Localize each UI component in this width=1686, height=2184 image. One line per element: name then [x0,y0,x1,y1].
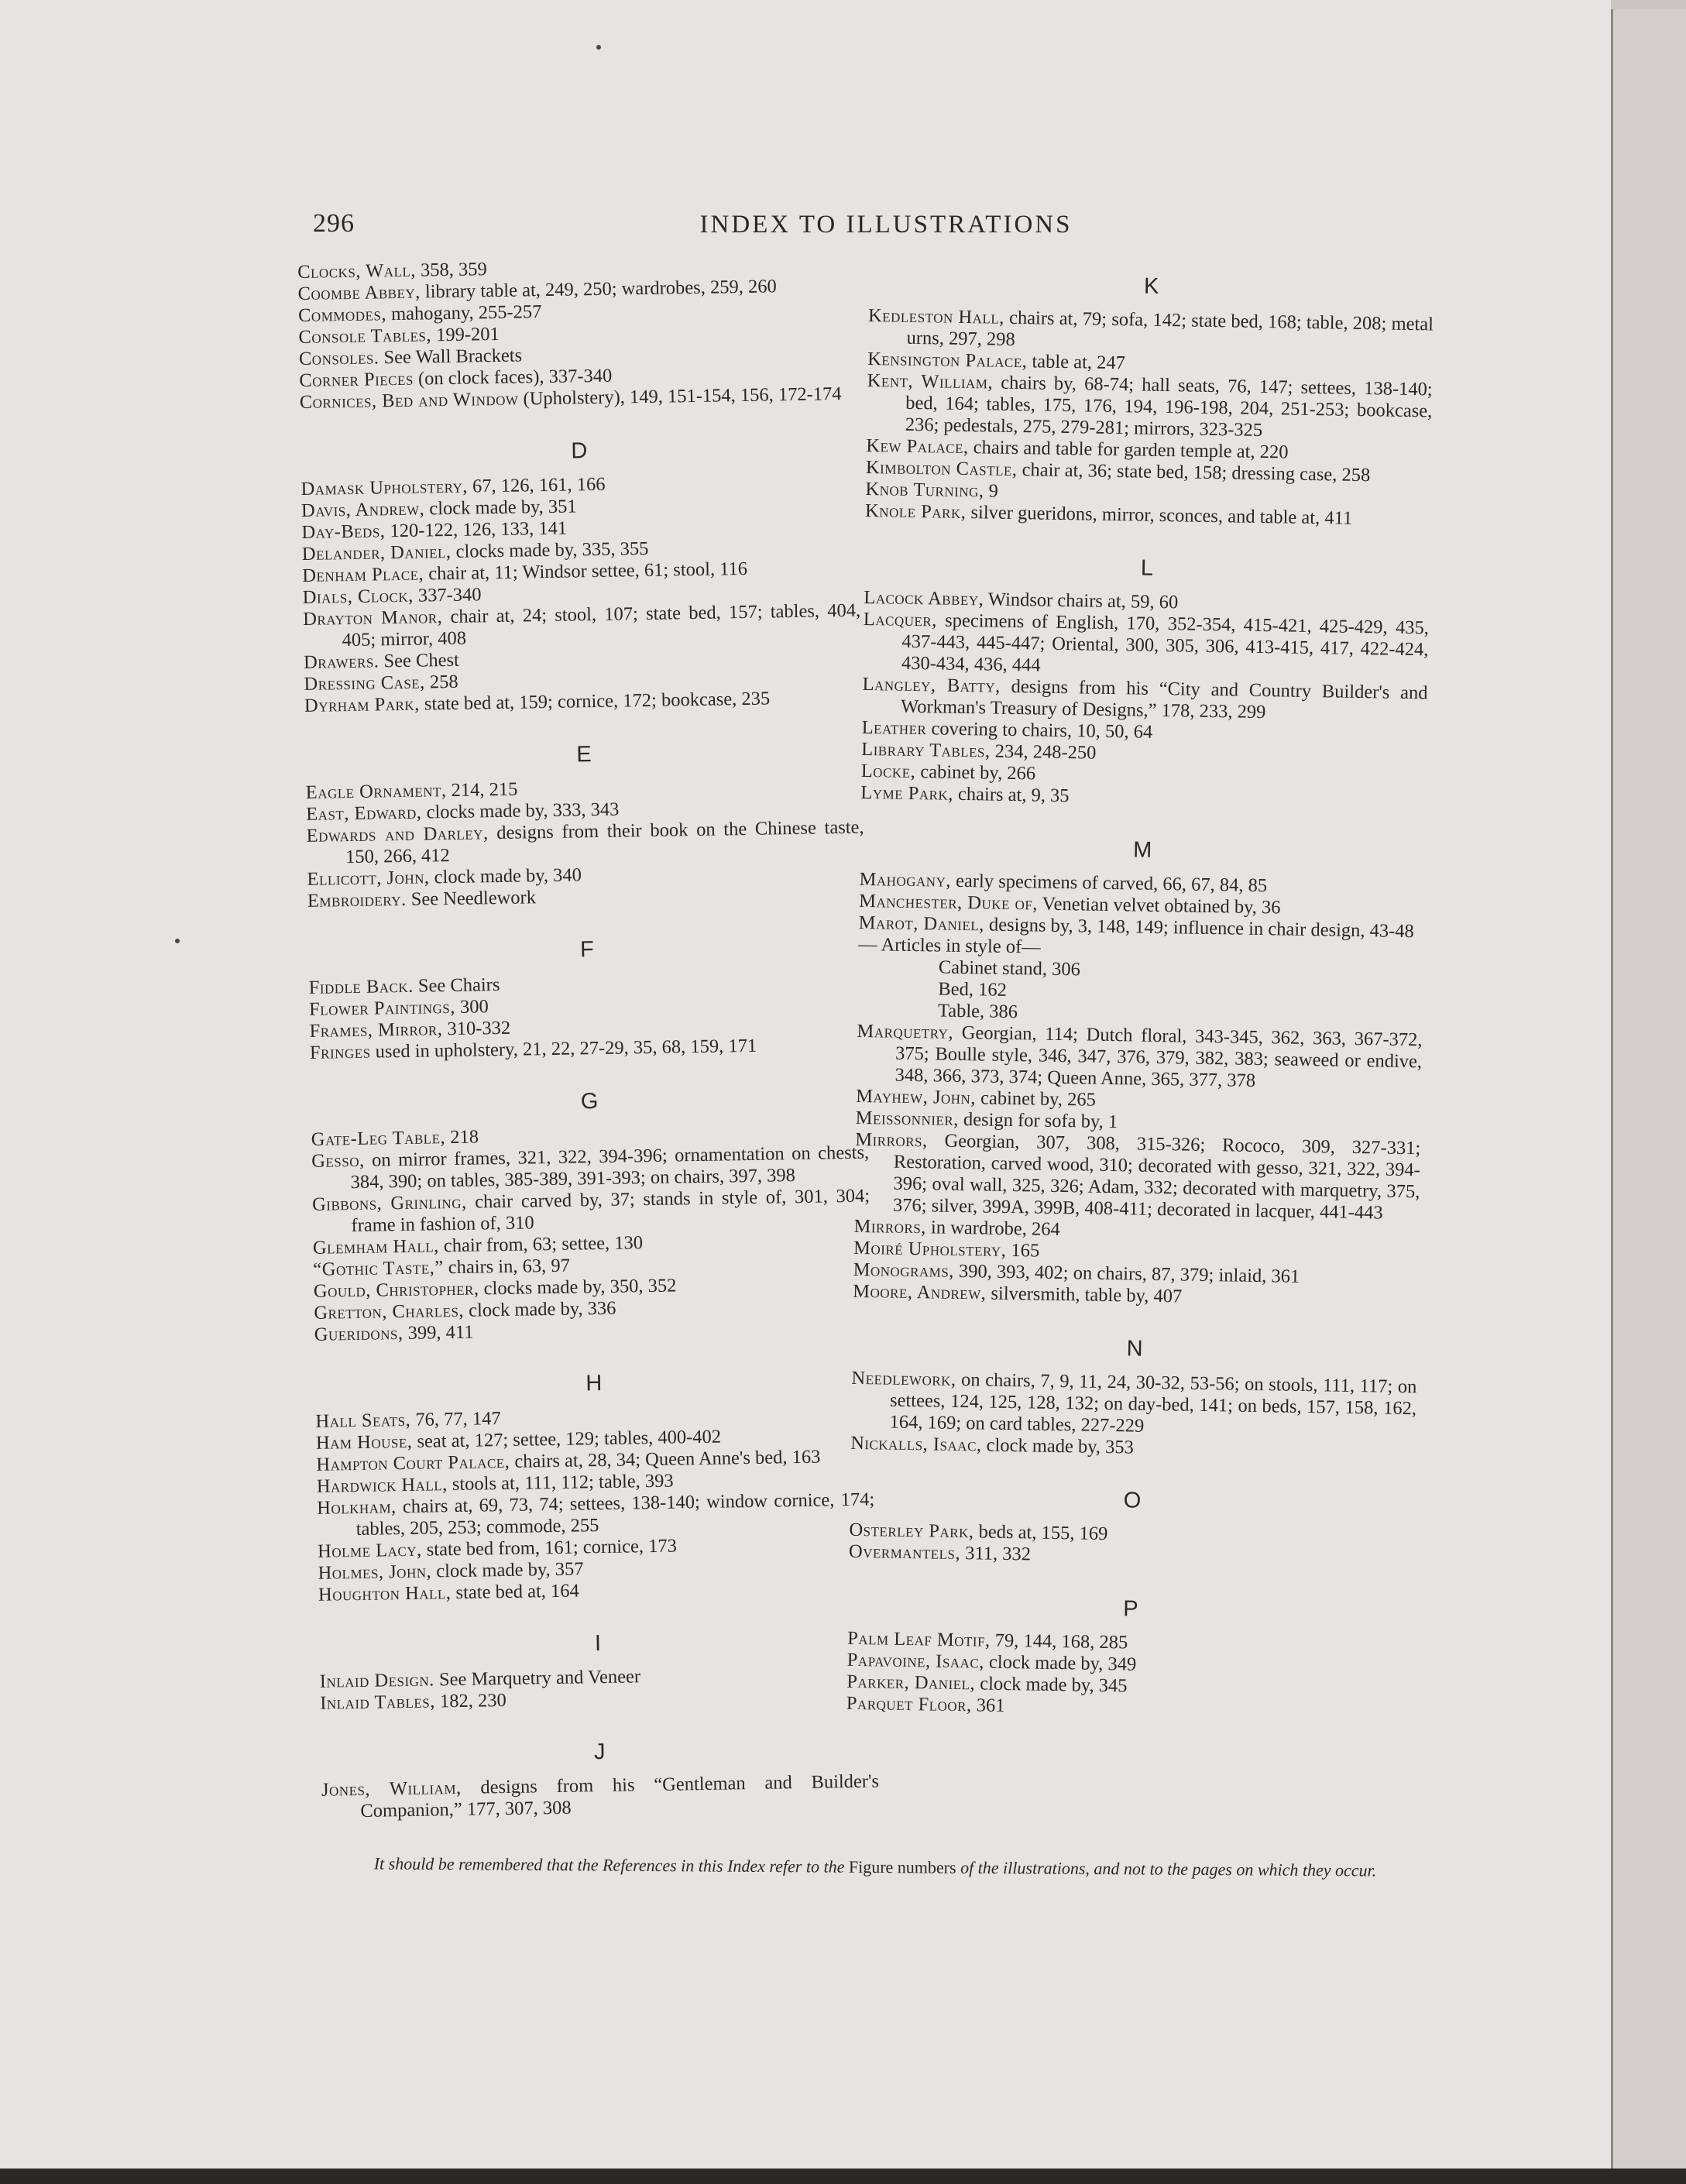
entry-heading: Ellicott, John, [307,867,430,890]
entry-references: 361 [971,1695,1005,1716]
entry-references: 399, 411 [403,1321,474,1344]
entry-heading: Gate-Leg Table, [311,1127,446,1150]
footnote-text: of the illustrations, and not to the pages on which they occur. [960,1857,1377,1880]
entry-heading: Lacock Abbey, [864,586,984,610]
entry-references: state bed at, 159; cornice, 172; bookcase, 235 [419,688,771,715]
page-header [313,209,1459,248]
entry-references: clock made by, 349 [984,1651,1137,1675]
entry-references: (on clock faces), 337-340 [413,365,613,390]
entry-heading: Flower Paintings, [308,996,456,1020]
entry-heading: Knob Turning, [865,478,984,502]
entry-references: Georgian, 114; Dutch floral, 343-345, 362, 363, 367-372, 375; Boulle style, 346, 347, 376, 379, 382, 383; seaweed or endive, 348, 366, 373, 374; Queen Anne, 365, 377, 378 [895,1022,1423,1091]
entry-references: 337-340 [413,584,482,606]
entry-heading: Corner Pieces [299,368,414,391]
entry-heading: “Gothic Taste,” [313,1257,444,1280]
entry-references: table at, 247 [1027,351,1126,374]
index-column-right [846,270,1434,1723]
entry-references: chairs in, 63, 97 [443,1255,571,1279]
entry-references: used in upholstery, 21, 22, 27-29, 35, 68, 159, 171 [370,1035,757,1063]
entry-references: See Chest [379,649,460,672]
entry-heading: Clocks, Wall, [297,259,417,283]
entry-heading: Edwards and Darley, [306,822,489,846]
entry-references: clock made by, 353 [981,1434,1135,1458]
section-letter-h: H [585,1371,603,1396]
entry-references: 9 [984,480,999,502]
section-letter-k: K [1143,273,1159,299]
entry-heading: Drayton Manor, [303,606,443,630]
entry-references: chair carved by, 37; stands in style of, 301, 304; frame in fashion of, 310 [351,1185,870,1237]
entry-heading: Hardwick Hall, [316,1474,448,1497]
ink-speck [596,45,601,50]
entry-heading: Papavoine, Isaac, [846,1649,985,1673]
entry-references: seat at, 127; settee, 129; tables, 400-402 [412,1426,722,1452]
entry-references: clocks made by, 335, 355 [451,537,649,562]
entry-heading: Manchester, Duke of, [858,890,1039,915]
entry-heading: Ham House, [315,1430,413,1454]
section-letter-l: L [1140,555,1154,581]
entry-references: early specimens of carved, 66, 67, 84, 85 [950,870,1268,897]
entry-heading: Lyme Park, [860,781,954,805]
entry-references: See Wall Brackets [379,345,523,369]
entry-heading: Mirrors, [855,1128,928,1152]
entry-references: designs from his “City and Country Builder's and Workman's Treasury of Designs,” 178, 233, 299 [900,675,1428,723]
entry-heading: Palm Leaf Motif, [847,1627,991,1651]
entry-references: cabinet by, 265 [975,1087,1097,1111]
entry-heading: Kew Palace, [866,434,969,458]
entry-references: 311, 332 [960,1543,1032,1565]
entry-references: 258 [424,671,458,693]
entry-references: chair from, 63; settee, 130 [438,1232,644,1257]
entry-heading: Meissonnier, [855,1107,960,1130]
entry-heading: Nickalls, Isaac, [850,1432,982,1456]
section-letter-e: E [576,742,592,767]
index-entry-kent-william [867,370,1433,444]
section-letter-m: M [1132,837,1152,863]
entry-heading: Denham Place, [302,563,424,586]
entry-heading: Commodes, [297,304,387,326]
entry-references: 234, 248-250 [990,740,1097,764]
entry-references: Cabinet stand, 306 [938,956,1081,980]
entry-heading: Kensington Palace, [867,348,1028,373]
section-letter-j: J [593,1739,606,1765]
next-page-edge [1611,9,1686,2170]
scan-shadow [0,2169,1686,2184]
entry-references: Windsor chairs at, 59, 60 [984,589,1179,613]
entry-references: Georgian, 307, 308, 315-326; Rococo, 309, 327-331; Restoration, carved wood, 310; decorated with gesso, 321, 322, 394-396; oval wall, 325, 326; Adam, 332; decorated with marquetry, 375, 376; silver, 399A, 399B, 408-411; decorated in lacquer, 441-443 [892,1130,1421,1224]
entry-heading: Hall Seats, [315,1409,411,1432]
entry-heading: Houghton Hall, [318,1582,452,1605]
entry-heading: Frames, Mirror, [309,1018,443,1042]
entry-heading: Lacquer, [863,608,938,631]
entry-references: clocks made by, 333, 343 [421,798,620,823]
footnote-text-upright: Figure numbers [844,1856,961,1877]
entry-references: 76, 77, 147 [410,1408,501,1430]
entry-heading: Eagle Ornament, [305,780,447,803]
entry-references: 165 [1006,1239,1040,1262]
entry-references: clock made by, 340 [429,864,582,888]
entry-heading: Library Tables, [861,738,991,762]
entry-heading: Parker, Daniel, [846,1671,976,1695]
entry-heading: Dyrham Park, [304,693,420,716]
entry-heading: Holme Lacy, [317,1539,422,1562]
entry-references: covering to chairs, 10, 50, 64 [926,718,1153,743]
index-entry-needlework [850,1368,1416,1441]
entry-references: cabinet by, 266 [915,761,1036,785]
entry-references: chairs at, 69, 73, 74; settees, 138-140; window cornice, 174; tables, 205, 253; commode, 255 [355,1489,875,1540]
entry-heading: Gretton, Charles, [314,1300,465,1324]
entry-references: (Upholstery), 149, 151-154, 156, 172-174 [518,383,842,410]
entry-references: clock made by, 336 [463,1297,616,1321]
index-column-left [297,253,880,1823]
entry-references: in wardrobe, 264 [925,1217,1060,1241]
entry-references: state bed from, 161; cornice, 173 [421,1535,678,1561]
entry-references: clock made by, 357 [431,1558,584,1582]
entry-heading: Gesso, [311,1149,365,1172]
entry-references: chair at, 36; state bed, 158; dressing case, 258 [1017,459,1371,486]
entry-heading: Langley, Batty, [862,673,1001,697]
entry-heading: Inlaid Tables, [320,1691,436,1714]
index-entry-marquetry [856,1021,1422,1094]
entry-heading: Jones, William, [321,1777,462,1801]
entry-heading: Cornices, Bed and Window [299,388,519,413]
entry-heading: Knole Park, [864,500,967,524]
entry-references: See Marquetry and Veneer [434,1666,641,1691]
entry-references: specimens of English, 170, 352-354, 415-421, 425-429, 435, 437-443, 445-447; Oriental, 300, 305, 306, 413-415, 417, 422-424, 430-434, 436, 444 [901,610,1430,676]
entry-references: design for sofa by, 1 [958,1108,1118,1133]
entry-references: on mirror frames, 321, 322, 394-396; ornamentation on chests, 384, 390; on tables, 385-389, 391-393; on chairs, 397, 398 [350,1142,870,1193]
entry-heading: Console Tables, [298,325,432,348]
entry-heading: Locke, [860,760,916,783]
entry-references: See Needlework [406,887,537,910]
index-entry-mirrors [854,1129,1421,1224]
entry-references: mahogany, 255-257 [386,301,542,325]
entry-heading: Moiré Upholstery, [853,1237,1007,1261]
entry-references: See Chairs [413,974,500,997]
entry-heading: Davis, Andrew, [300,498,425,521]
entry-references: chairs at, 79; sofa, 142; state bed, 168; table, 208; metal urns, 297, 298 [906,307,1434,350]
entry-heading: Moore, Andrew, [853,1280,987,1304]
entry-references: stools at, 111, 112; table, 393 [447,1470,674,1495]
entry-references: beds at, 155, 169 [973,1521,1108,1545]
entry-heading: Gibbons, Grinling, [311,1191,467,1215]
entry-references: Bed, 162 [938,978,1008,1001]
entry-heading: Consoles. [298,347,379,369]
entry-heading: Hampton Court Palace, [316,1451,510,1475]
entry-references: chairs at, 9, 35 [953,783,1070,807]
entry-heading: Monograms, [853,1259,955,1282]
entry-heading: Dials, Clock, [302,585,414,608]
index-entry-lacquer [863,609,1429,682]
entry-references: silver gueridons, mirror, sconces, and table at, 411 [966,502,1353,529]
entry-heading: Overmantels, [848,1540,961,1564]
entry-heading: Damask Upholstery, [300,476,469,500]
section-letter-o: O [1123,1488,1142,1513]
entry-heading: Holmes, John, [318,1561,432,1584]
index-entry-jones-william [321,1770,880,1822]
entry-references: 310-332 [442,1017,511,1040]
entry-heading: Coombe Abbey, [297,281,421,304]
entry-references: — Articles in style of— [858,933,1041,958]
entry-heading: Parquet Floor, [846,1692,972,1716]
entry-references: chair at, 11; Windsor settee, 61; stool, 116 [423,558,748,585]
entry-heading: Leather [861,716,927,740]
entry-references: designs from their book on the Chinese taste, 150, 266, 412 [345,816,864,868]
entry-references: 390, 393, 402; on chairs, 87, 379; inlaid, 361 [953,1260,1300,1287]
entry-heading: East, Edward, [305,802,422,825]
entry-references: designs by, 3, 148, 149; influence in chair design, 43-48 [984,914,1415,943]
entry-references: chair at, 24; stool, 107; state bed, 157; tables, 404, 405; mirror, 408 [342,599,861,651]
entry-heading: Mirrors, [853,1215,927,1238]
footnote [341,1853,1410,1881]
entry-references: clocks made by, 350, 352 [479,1275,677,1300]
entry-references: chairs and table for garden temple at, 220 [968,437,1289,463]
entry-references: designs from his “Gentleman and Builder's Companion,” 177, 307, 308 [360,1770,880,1822]
ink-speck [175,939,180,943]
entry-heading: Needlework, [851,1367,956,1390]
entry-heading: Mayhew, John, [856,1085,977,1109]
entry-heading: Gueridons, [314,1323,403,1345]
footnote-text: It should be remembered that the References in this Index refer to the [373,1853,845,1877]
entry-references: clock made by, 345 [974,1673,1128,1697]
section-letter-p: P [1122,1596,1138,1622]
entry-references: 120-122, 126, 133, 141 [385,517,568,542]
section-letter-f: F [579,937,595,963]
entry-references: state bed at, 164 [451,1580,579,1604]
entry-heading: Mahogany, [859,868,952,891]
entry-references: 182, 230 [434,1689,506,1712]
entry-references: 199-201 [431,323,500,346]
page-number: 296 [313,209,355,238]
entry-heading: Gould, Christopher, [313,1278,479,1302]
entry-heading: Marquetry, [857,1020,954,1043]
entry-references: 79, 144, 168, 285 [990,1629,1128,1653]
entry-references: on chairs, 7, 9, 11, 24, 30-32, 53-56; on stools, 111, 117; on settees, 124, 125, 128, 132; on day-bed, 141; on beds, 157, 158, 162, 164, 169; on card tables, 227-229 [889,1368,1417,1437]
section-letter-d: D [571,438,588,464]
entry-heading: Glemham Hall, [312,1235,439,1259]
entry-heading: Day-Beds, [301,520,386,543]
entry-references: silversmith, table by, 407 [986,1283,1183,1307]
entry-heading: Delander, Daniel, [301,541,452,565]
entry-references: 214, 215 [446,778,518,802]
entry-heading: Kent, William, [867,369,994,393]
entry-heading: Kimbolton Castle, [865,456,1018,481]
section-letter-n: N [1126,1336,1143,1362]
entry-heading: Kedleston Hall, [867,304,1005,328]
entry-references: library table at, 249, 250; wardrobes, 259, 260 [420,276,777,303]
entry-heading: Fringes [309,1041,371,1063]
entry-heading: Fiddle Back. [308,975,414,998]
entry-heading: Marot, Daniel, [858,912,985,936]
entry-heading: Dressing Case, [304,671,426,695]
entry-references: 358, 359 [415,259,487,281]
entry-references: 67, 126, 161, 166 [467,473,606,497]
section-letter-i: I [594,1631,602,1657]
entry-references: 218 [445,1126,479,1149]
entry-references: Table, 386 [937,1000,1018,1023]
entry-references: Venetian velvet obtained by, 36 [1037,893,1281,919]
entry-heading: Osterley Park, [849,1519,974,1543]
running-title: INDEX TO ILLUSTRATIONS [699,211,1073,239]
entry-references: 300 [455,996,489,1018]
entry-references: clock made by, 351 [424,496,577,520]
entry-heading: Drawers. [303,651,379,673]
entry-heading: Inlaid Design. [319,1669,435,1692]
entry-heading: Holkham, [317,1496,397,1519]
section-letter-g: G [580,1089,599,1114]
entry-heading: Embroidery. [307,888,407,912]
entry-references: chairs by, 68-74; hall seats, 76, 147; settees, 138-140; bed, 164; tables, 175, 176, 194, 196-198, 204, 251-253; bookcase, 236; pedestals, 275, 279-281; mirrors, 323-325 [905,372,1433,441]
entry-references: chairs at, 28, 34; Queen Anne's bed, 163 [510,1446,821,1472]
